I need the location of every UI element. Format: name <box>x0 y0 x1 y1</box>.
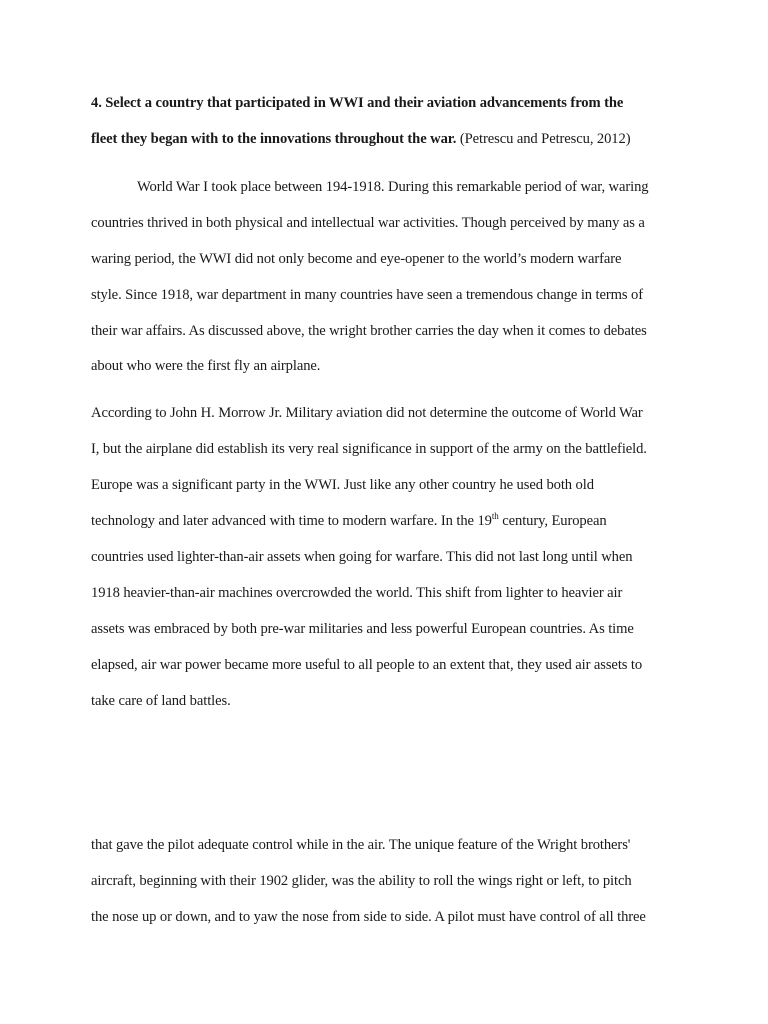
paragraph-2-line: elapsed, air war power became more useful to all people to an extent that, they used air assets to <box>91 657 643 673</box>
question-line-1: 4. Select a country that participated in WWI and their aviation advancements from the <box>91 95 624 111</box>
question-line-2 <box>91 130 630 148</box>
paragraph-1-line: their war affairs. As discussed above, the wright brother carries the day when it comes to debates <box>91 323 647 339</box>
paragraph-3-line: aircraft, beginning with their 1902 glider, was the ability to roll the wings right or left, to pitch <box>91 873 632 889</box>
ordinal-superscript: th <box>491 511 499 522</box>
paragraph-3-line: that gave the pilot adequate control while in the air. The unique feature of the Wright brothers' <box>91 837 631 853</box>
paragraph-2-line: countries used lighter-than-air assets when going for warfare. This did not last long until when <box>91 549 633 565</box>
paragraph-3-line: the nose up or down, and to yaw the nose from side to side. A pilot must have control of all three <box>91 909 646 925</box>
paragraph-2-line: According to John H. Morrow Jr. Military aviation did not determine the outcome of World War <box>91 405 643 421</box>
paragraph-1-line: style. Since 1918, war department in many countries have seen a tremendous change in terms of <box>91 287 643 303</box>
paragraph-1-line: about who were the first fly an airplane. <box>91 358 321 374</box>
paragraph-2-line: take care of land battles. <box>91 693 231 709</box>
paragraph-2-line-4-before: technology and later advanced with time to modern warfare. In the 19 <box>91 513 492 529</box>
paragraph-2-line: assets was embraced by both pre-war militaries and less powerful European countries. As time <box>91 621 634 637</box>
paragraph-1-line: World War I took place between 194-1918. During this remarkable period of war, waring <box>137 179 649 195</box>
paragraph-2-line: 1918 heavier-than-air machines overcrowded the world. This shift from lighter to heavier air <box>91 585 623 601</box>
paragraph-2-line: Europe was a significant party in the WWI. Just like any other country he used both old <box>91 477 594 493</box>
paragraph-1-line: countries thrived in both physical and intellectual war activities. Though perceived by many as a <box>91 215 645 231</box>
paragraph-2-line: I, but the airplane did establish its very real significance in support of the army on the battlefield. <box>91 441 647 457</box>
paragraph-2-line <box>91 512 607 530</box>
question-line-2-bold: fleet they began with to the innovations throughout the war. <box>91 131 457 147</box>
paragraph-1-line: waring period, the WWI did not only become and eye-opener to the world’s modern warfare <box>91 251 622 267</box>
paragraph-2-line-4-after: century, European <box>498 513 607 529</box>
question-citation: (Petrescu and Petrescu, 2012) <box>456 131 631 147</box>
